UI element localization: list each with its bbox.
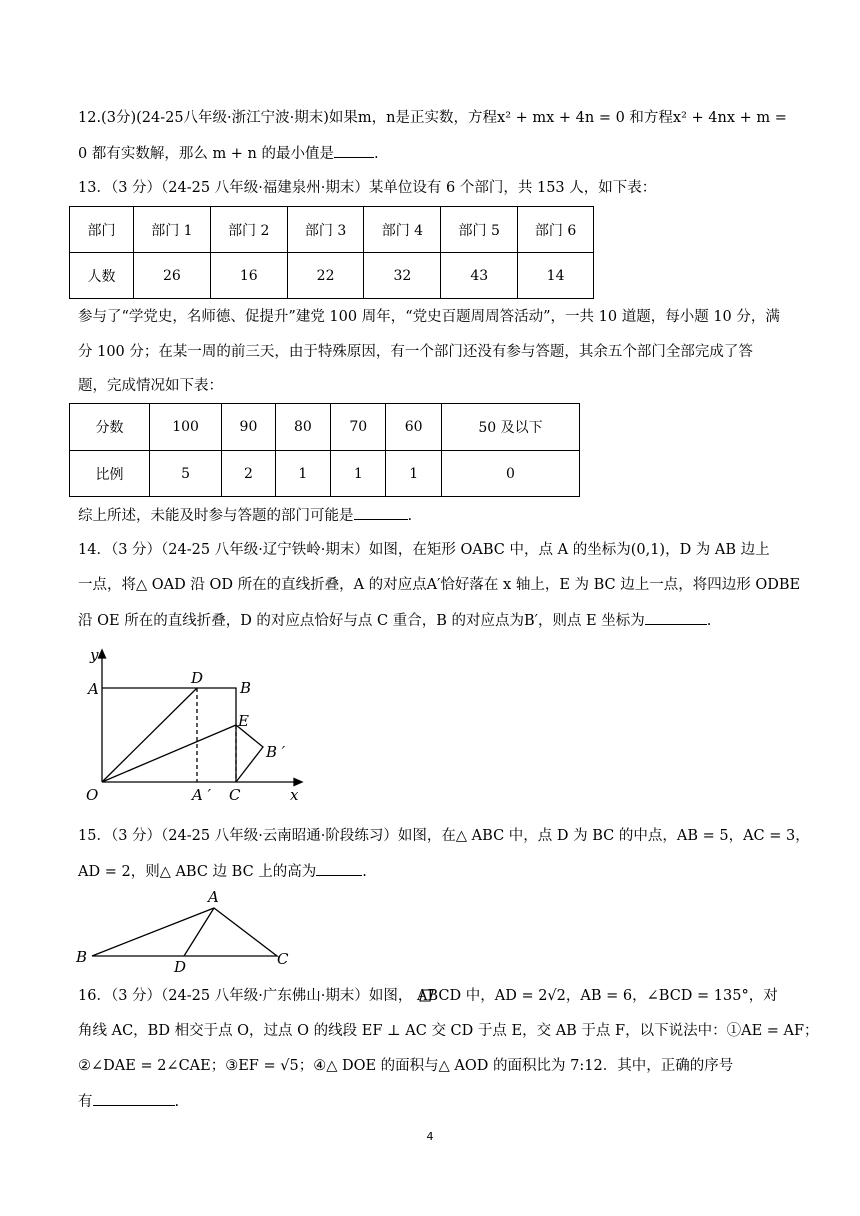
parallelogram-icon bbox=[419, 989, 434, 1002]
q13-paragraph-1: 参与了“学党史，名师德、促提升”建党 100 周年，“党史百题周周答活动”，一共 10 道题，每小题 10 分，满 bbox=[78, 309, 780, 325]
median-ad bbox=[184, 908, 214, 956]
label-x: x bbox=[290, 786, 299, 804]
folded-edge-b bbox=[236, 725, 263, 782]
table-cell: 部门 1 bbox=[134, 207, 211, 253]
table-cell: 90 bbox=[222, 404, 275, 451]
q16-line-3: ②∠DAE = 2∠CAE；③EF = √5；④△ DOE 的面积与△ AOD 的面积比为 7:12．其中，正确的序号 bbox=[78, 1058, 734, 1074]
label-d: D bbox=[174, 958, 187, 976]
q13-intro: 13．（3 分）（24-25 八年级·福建泉州·期末）某单位设有 6 个部门，共 153 人，如下表： bbox=[78, 180, 657, 196]
q12-line-2-text: 0 都有实数解，那么 m + n 的最小值是 bbox=[78, 146, 335, 162]
table-cell: 1 bbox=[331, 451, 386, 497]
table-cell: 5 bbox=[149, 451, 221, 497]
table-cell: 人数 bbox=[70, 253, 134, 299]
table-cell: 70 bbox=[331, 404, 386, 451]
score-table bbox=[69, 403, 580, 497]
table-cell: 16 bbox=[210, 253, 287, 299]
triangle-figure bbox=[72, 884, 302, 976]
q15-line-1: 15．（3 分）（24-25 八年级·云南昭通·阶段练习）如图，在△ ABC 中，点 D 为 BC 的中点，AB = 5，AC = 3， bbox=[78, 828, 810, 844]
department-table-data-row bbox=[70, 253, 594, 299]
table-cell: 分数 bbox=[70, 404, 150, 451]
rectangle-fold-figure bbox=[80, 640, 320, 805]
q13-answer-blank bbox=[354, 505, 408, 520]
label-y: y bbox=[90, 646, 99, 664]
table-cell: 比例 bbox=[70, 451, 150, 497]
q15-answer-blank bbox=[316, 861, 362, 876]
q16-line-2: 角线 AC，BD 相交于点 O，过点 O 的线段 EF ⊥ AC 交 CD 于点 E，交 AB 于点 F，以下说法中：①AE = AF； bbox=[78, 1023, 819, 1039]
table-cell: 50 及以下 bbox=[441, 404, 579, 451]
table-cell: 1 bbox=[386, 451, 441, 497]
q14-line-3-text: 沿 OE 所在的直线折叠，D 的对应点恰好与点 C 重合，B 的对应点为B′，则点 E 坐标为 bbox=[78, 613, 645, 629]
department-table-header-row bbox=[70, 207, 594, 253]
table-cell: 43 bbox=[441, 253, 518, 299]
label-o: O bbox=[86, 786, 99, 804]
q16-answer-blank bbox=[93, 1091, 175, 1106]
fold-line-od bbox=[102, 688, 197, 782]
table-cell: 22 bbox=[287, 253, 364, 299]
q12-line-1: 12.(3分)(24-25八年级·浙江宁波·期末)如果m，n是正实数，方程x² + mx + 4n = 0 和方程x² + 4nx + m = bbox=[78, 110, 787, 126]
table-cell: 部门 bbox=[70, 207, 134, 253]
table-cell: 部门 3 bbox=[287, 207, 364, 253]
score-table-header-row bbox=[70, 404, 580, 451]
label-b: B bbox=[76, 948, 88, 966]
label-c: C bbox=[277, 950, 289, 968]
label-a: A bbox=[208, 888, 219, 906]
table-cell: 1 bbox=[275, 451, 330, 497]
fold-line-oe bbox=[102, 725, 236, 782]
q16-line-4-text: 有 bbox=[78, 1094, 93, 1110]
q13-conclusion-text: 综上所述，未能及时参与答题的部门可能是 bbox=[78, 508, 354, 524]
table-cell: 80 bbox=[275, 404, 330, 451]
rectangle-edge bbox=[102, 688, 236, 782]
q13-conclusion: 综上所述，未能及时参与答题的部门可能是 . bbox=[78, 505, 790, 526]
table-cell: 60 bbox=[386, 404, 441, 451]
table-cell: 100 bbox=[149, 404, 221, 451]
q12-line-2: 0 都有实数解，那么 m + n 的最小值是 . bbox=[78, 143, 790, 164]
q13-paragraph-2: 分 100 分；在某一周的前三天，由于特殊原因，有一个部门还没有参与答题，其余五个部门全部完成了答 bbox=[78, 344, 753, 360]
label-d: D bbox=[191, 669, 204, 687]
y-axis-arrow bbox=[99, 650, 106, 658]
table-cell: 14 bbox=[518, 253, 594, 299]
label-c: C bbox=[229, 786, 241, 804]
q14-line-1: 14．（3 分）（24-25 八年级·辽宁铁岭·期末）如图，在矩形 OABC 中，点 A 的坐标为(0,1)，D 为 AB 边上 bbox=[78, 542, 770, 558]
table-cell: 部门 4 bbox=[364, 207, 441, 253]
table-cell: 32 bbox=[364, 253, 441, 299]
q12-answer-blank bbox=[334, 143, 374, 158]
q14-answer-blank bbox=[645, 610, 707, 625]
q14-line-2: 一点，将△ OAD 沿 OD 所在的直线折叠，A 的对应点A′恰好落在 x 轴上，E 为 BC 边上一点，将四边形 ODBE bbox=[78, 577, 801, 593]
q15-line-2-text: AD = 2，则△ ABC 边 BC 上的高为 bbox=[78, 864, 317, 880]
label-a: A bbox=[88, 680, 99, 698]
table-cell: 部门 5 bbox=[441, 207, 518, 253]
table-cell: 部门 2 bbox=[210, 207, 287, 253]
label-b: B bbox=[240, 679, 252, 697]
table-cell: 部门 6 bbox=[518, 207, 594, 253]
q16-line-1-text: 16．（3 分）（24-25 八年级·广东佛山·期末）如图， ABCD 中，AD = 2√2，AB = 6，∠BCD = 135°，对 bbox=[78, 988, 778, 1004]
page-number: 4 bbox=[426, 1130, 434, 1143]
label-e: E bbox=[238, 712, 249, 730]
table-cell: 0 bbox=[441, 451, 579, 497]
table-cell: 26 bbox=[134, 253, 211, 299]
score-table-data-row bbox=[70, 451, 580, 497]
label-a-prime: A ′ bbox=[192, 786, 212, 804]
department-table bbox=[69, 206, 594, 299]
q16-line-1 bbox=[78, 986, 790, 1006]
x-axis-arrow bbox=[294, 779, 302, 786]
label-b-prime: B ′ bbox=[266, 743, 286, 761]
q14-line-3: 沿 OE 所在的直线折叠，D 的对应点恰好与点 C 重合，B 的对应点为B′，则点 E 坐标为 . bbox=[78, 610, 790, 631]
table-cell: 2 bbox=[222, 451, 275, 497]
triangle-abc bbox=[92, 908, 277, 956]
q15-line-2: AD = 2，则△ ABC 边 BC 上的高为 . bbox=[78, 861, 790, 882]
q13-paragraph-3: 题，完成情况如下表： bbox=[78, 378, 223, 394]
q16-line-4: 有 . bbox=[78, 1091, 790, 1112]
